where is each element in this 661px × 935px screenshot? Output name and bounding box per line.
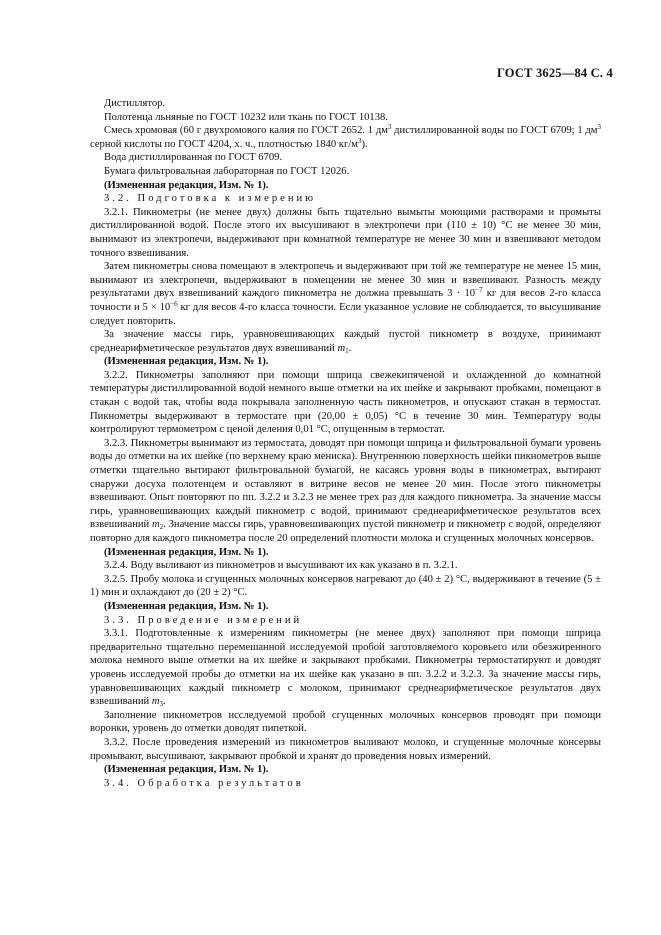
paragraph: 3.3.1. Подготовленные к измерениям пикнометры (не менее двух) заполняют при помощи шприца предварительно тщательно перемешанной исследуемой пробой заготовляемого коровьего или обезжиренного молока немного выше отметки на их шейке и закрывают пробками. Пикнометры термостатируют и доводят уровень исследуемой пробы до отметки на их шейке как указано в пп. 3.2.2 и 3.2.3. За значение массы гирь, уравновешивающих каждый пикнометр с молоком, принимают среднеарифметическое результатов двух взвешиваний $m_3$. <box>90 628 601 709</box>
edition-note: (Измененная редакция, Изм. № 1). <box>104 764 269 776</box>
edition-note: (Измененная редакция, Изм. № 1). <box>104 179 269 191</box>
paragraph: Бумага фильтровальная лабораторная по ГОСТ 12026. <box>104 165 350 177</box>
paragraph: Дистиллятор. <box>104 98 166 109</box>
paragraph: Затем пикнометры снова помещают в электропечь и выдерживают при той же температуре не менее 15 мин, вынимают из электропечи, выдерживают в помещении не менее 30 мин и взвешивают. Разность между результатами двух взвешиваний каждого пикнометра не должна превышать $3 \cdot 10^{-7}$ кг для весов 2-го класса точности и $5 \times 10^{-6}$ кг для весов 4-го класса точности. Если указанное условие не соблюдается, то высушивание следует повторить. <box>90 261 601 327</box>
section-heading: 3.3. Проведение измерений <box>104 614 303 626</box>
document-body <box>90 97 601 790</box>
paragraph: Смесь хромовая (60 г двухромового калия по ГОСТ 2652. 1 $дм^3$ дистиллированной воды по ГОСТ 6709; 1 $дм^3$ серной кислоты по ГОСТ 4204, х. ч., плотностью 1840 $кг/м^3$). <box>90 123 601 150</box>
paragraph: Вода дистиллированная по ГОСТ 6709. <box>104 152 283 164</box>
paragraph: 3.3.2. После проведения измерений из пикнометров выливают молоко, и сгущенные молочные консервы промывают, высушивают, закрывают пробкой и хранят до проведения новых измерений. <box>90 736 601 762</box>
paragraph: За значение массы гирь, уравновешивающих каждый пустой пикнометр в воздухе, принимают среднеарифметическое результатов двух взвешиваний $m_1$. <box>90 329 601 355</box>
section-heading: 3.4. Обработка результатов <box>104 777 304 789</box>
section-heading: 3.2. Подготовка к измерению <box>104 193 317 205</box>
paragraph: Заполнение пикнометров исследуемой пробой сгущенных молочных консервов проводят при помощи воронки, уровень до отметки доводят пипеткой. <box>90 709 601 735</box>
paragraph: Полотенца льняные по ГОСТ 10232 или ткань по ГОСТ 10138. <box>104 111 388 123</box>
paragraph: 3.2.4. Воду выливают из пикнометров и высушивают их как указано в п. 3.2.1. <box>104 560 458 572</box>
paragraph: 3.2.3. Пикнометры вынимают из термостата, доводят при помощи шприца и фильтровальной бумаги уровень воды до отметки на их шейке (по верхнему краю мениска). Внутреннюю поверхность шейки пикнометров выше отметки тщательно вытирают фильтровальной бумагой, не касаясь уровня воды в пикнометрах, вытирают снаружи досуха полотенцем и оставляют в витрине весов не менее 20 мин. После этого пикнометры взвешивают. Опыт повторяют по пп. 3.2.2 и 3.2.3 не менее трех раз для каждого пикнометра. За значение массы гирь, уравновешивающих каждый пикнометр с водой, принимают среднеарифметическое результатов всех взвешиваний $m_2$. Значение массы гирь, уравновешивающих пустой пикнометр и пикнометр с водой, определяют повторно для каждого пикнометра после 20 определений плотности молока и сгущенных молочных консервов. <box>90 437 601 544</box>
page-header: ГОСТ 3625—84 С. 4 <box>496 66 613 80</box>
paragraph: 3.2.2. Пикнометры заполняют при помощи шприца свежекипяченой и охлажденной до комнатной температуры дистиллированной водой немного выше отметки на их шейке и закрывают пробками, помещают в стакан с водой так, чтобы вода покрывала заполненную часть пикнометров, и опускают стакан в термостат. Пикнометры выдерживают в термостате при (20,00 ± 0,05) °С в течение 30 мин. Температуру воды контролируют термометром с ценой деления 0,01 °С, опущенным в термостат. <box>90 369 601 436</box>
paragraph: 3.2.1. Пикнометры (не менее двух) должны быть тщательно вымыты моющими растворами и промыты дистиллированной водой. После этого их высушивают в электропечи при (110 ± 10) °С не менее 30 мин, вынимают из электропечи, выдерживают при комнатной температуре не менее 30 мин и взвешивают методом точного взвешивания. <box>90 206 601 259</box>
edition-note: (Измененная редакция, Изм. № 1). <box>104 600 269 612</box>
paragraph: 3.2.5. Пробу молока и сгущенных молочных консервов нагревают до (40 ± 2) °С, выдерживают в течение (5 ± 1) мин и охлаждают до (20 ± 2) °С. <box>90 573 601 599</box>
edition-note: (Измененная редакция, Изм. № 1). <box>104 546 269 558</box>
edition-note: (Измененная редакция, Изм. № 1). <box>104 356 269 368</box>
